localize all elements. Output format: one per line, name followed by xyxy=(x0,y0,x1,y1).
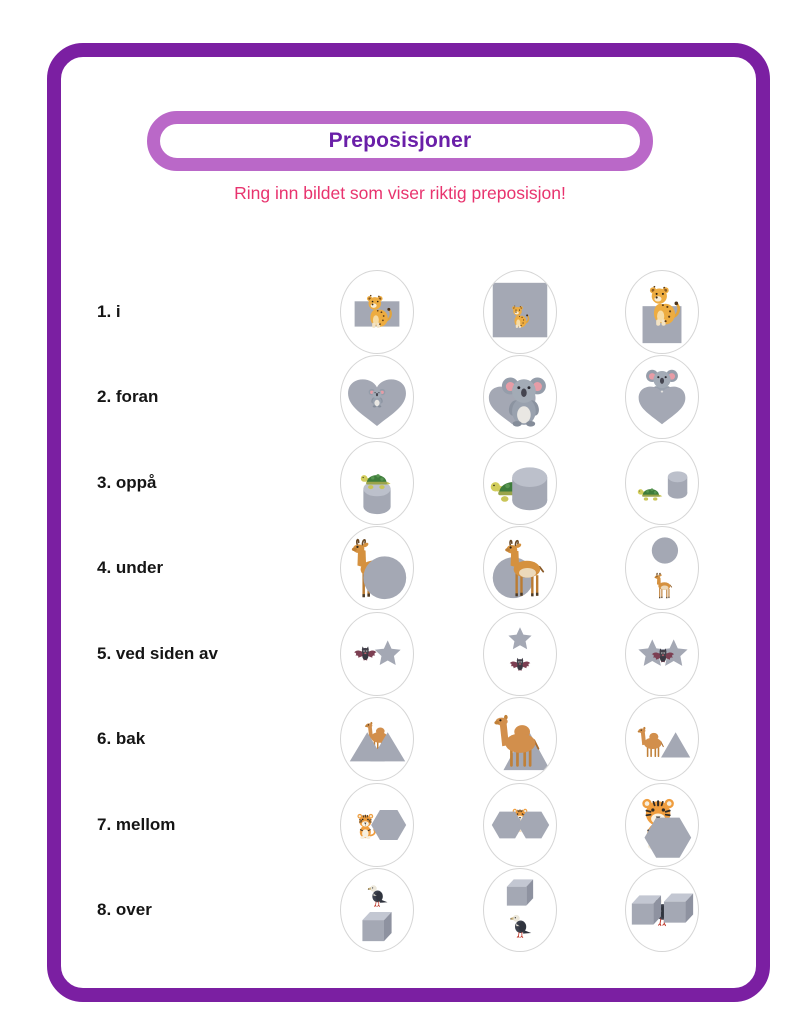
option-image xyxy=(626,442,698,524)
vulture-icon xyxy=(368,886,388,907)
cylinder-shape xyxy=(363,481,390,514)
circle-shape xyxy=(652,538,678,564)
option-circle[interactable] xyxy=(483,270,557,354)
option-group xyxy=(340,697,699,781)
row-label: 3. oppå xyxy=(97,472,157,492)
option-image xyxy=(484,784,556,866)
option-image xyxy=(341,784,413,866)
option-circle[interactable] xyxy=(340,441,414,525)
row-label: 4. under xyxy=(97,558,164,578)
option-circle[interactable] xyxy=(625,783,699,867)
option-image xyxy=(626,356,698,438)
circle-shape xyxy=(363,557,406,600)
option-circle[interactable] xyxy=(483,355,557,439)
row-label: 7. mellom xyxy=(97,814,176,834)
option-image xyxy=(484,527,556,609)
option-circle[interactable] xyxy=(483,612,557,696)
option-group xyxy=(340,441,699,525)
option-image xyxy=(484,271,556,353)
cube-shape xyxy=(664,894,693,923)
option-circle[interactable] xyxy=(340,868,414,952)
option-circle[interactable] xyxy=(340,270,414,354)
option-group xyxy=(340,355,699,439)
option-circle[interactable] xyxy=(625,612,699,696)
row-label: 5. ved siden av xyxy=(97,643,218,663)
option-circle[interactable] xyxy=(340,783,414,867)
bat-icon xyxy=(354,646,376,660)
option-image xyxy=(484,869,556,951)
option-image xyxy=(484,698,556,780)
option-circle[interactable] xyxy=(625,441,699,525)
option-image xyxy=(341,698,413,780)
camel-icon xyxy=(638,727,664,757)
option-image xyxy=(626,784,698,866)
worksheet-row xyxy=(0,868,800,954)
option-circle[interactable] xyxy=(340,526,414,610)
cube-shape xyxy=(632,896,661,925)
worksheet-row xyxy=(0,697,800,783)
option-circle[interactable] xyxy=(483,526,557,610)
option-group xyxy=(340,526,699,610)
page-title: Preposisjoner xyxy=(328,129,472,152)
star-shape xyxy=(508,627,531,649)
option-image xyxy=(626,698,698,780)
worksheet-row xyxy=(0,782,800,868)
row-label: 8. over xyxy=(97,900,152,920)
option-image xyxy=(626,869,698,951)
worksheet-row xyxy=(0,526,800,612)
hexagon-shape xyxy=(371,810,406,840)
vulture-icon xyxy=(510,915,531,938)
option-image xyxy=(341,869,413,951)
option-circle[interactable] xyxy=(625,355,699,439)
option-circle[interactable] xyxy=(625,868,699,952)
cube-shape xyxy=(362,912,391,941)
cylinder-shape xyxy=(512,467,547,510)
option-circle[interactable] xyxy=(483,868,557,952)
row-label: 2. foran xyxy=(97,387,159,407)
worksheet-row xyxy=(0,440,800,526)
title-banner xyxy=(147,111,653,171)
option-circle[interactable] xyxy=(483,783,557,867)
row-label: 6. bak xyxy=(97,729,146,749)
option-circle[interactable] xyxy=(625,697,699,781)
star-shape xyxy=(375,640,401,665)
option-circle[interactable] xyxy=(625,270,699,354)
option-image xyxy=(626,613,698,695)
worksheet-row xyxy=(0,269,800,355)
option-image xyxy=(626,527,698,609)
option-circle[interactable] xyxy=(340,355,414,439)
worksheet-row xyxy=(0,355,800,441)
triangle-shape xyxy=(661,732,690,757)
option-circle[interactable] xyxy=(483,441,557,525)
gazelle-icon xyxy=(655,573,672,598)
worksheet-rows xyxy=(0,269,800,953)
option-circle[interactable] xyxy=(340,697,414,781)
option-image xyxy=(484,442,556,524)
worksheet-row xyxy=(0,611,800,697)
option-group xyxy=(340,783,699,867)
cylinder-shape xyxy=(668,471,687,498)
turtle-icon xyxy=(638,488,663,500)
row-label: 1. i xyxy=(97,301,121,321)
option-image xyxy=(484,613,556,695)
option-image xyxy=(626,271,698,353)
option-group xyxy=(340,868,699,952)
option-group xyxy=(340,270,699,354)
option-group xyxy=(340,612,699,696)
option-circle[interactable] xyxy=(483,697,557,781)
option-circle[interactable] xyxy=(340,612,414,696)
instruction-text: Ring inn bildet som viser riktig preposisjon! xyxy=(234,183,566,203)
option-image xyxy=(341,613,413,695)
option-circle[interactable] xyxy=(625,526,699,610)
option-image xyxy=(341,442,413,524)
bat-icon xyxy=(509,657,530,670)
option-image xyxy=(341,527,413,609)
option-image xyxy=(484,356,556,438)
option-image xyxy=(341,356,413,438)
option-image xyxy=(341,271,413,353)
cube-shape xyxy=(506,880,532,906)
